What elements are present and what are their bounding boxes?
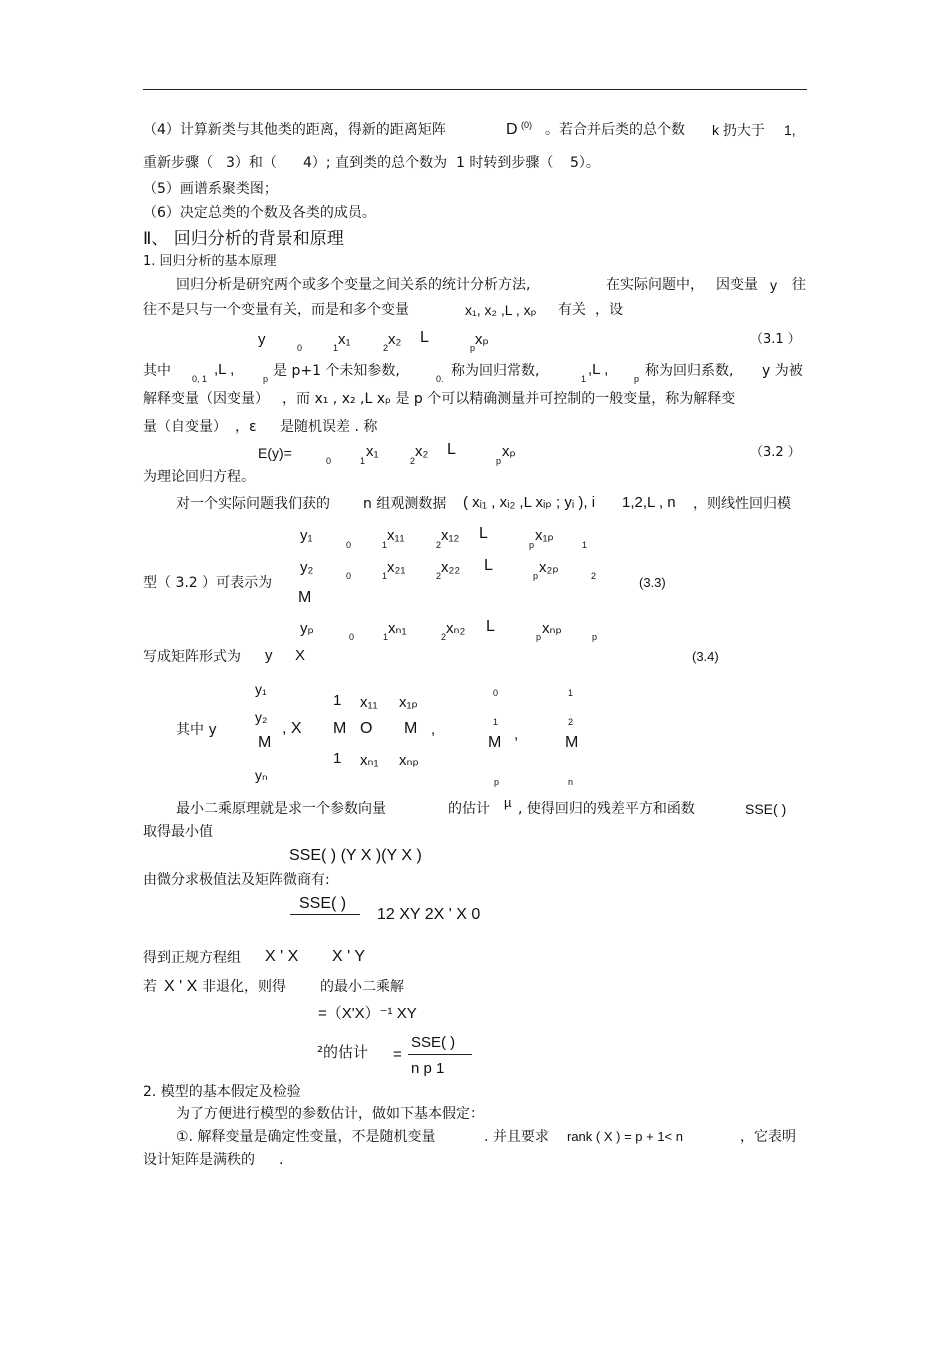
matX-comma: , bbox=[431, 721, 436, 738]
sigma-equals: = bbox=[393, 1046, 402, 1063]
eq32-L: L bbox=[447, 441, 456, 458]
matX-r2c1: M bbox=[333, 720, 347, 737]
matX-r1c1: 1 bbox=[333, 692, 342, 709]
obs-c: ( xᵢ₁ , xᵢ₂ ,L xᵢₚ ; yᵢ ), i bbox=[463, 494, 596, 511]
after31-h: 1 bbox=[581, 374, 587, 384]
redo-1: 1 时转到步骤（ bbox=[456, 155, 554, 171]
eq33-r3-y: yₚ bbox=[300, 620, 314, 637]
eq33-r3-s1: 1 bbox=[383, 632, 389, 642]
eq31-x1: x₁ bbox=[338, 331, 351, 348]
eq32-sp: p bbox=[496, 456, 502, 466]
redo-5: 5）。 bbox=[570, 155, 600, 171]
ls-c: , 使得回归的残差平方和函数 bbox=[518, 801, 695, 817]
obs-e: ，则线性回归模 bbox=[693, 496, 791, 512]
obs-b: n 组观测数据 bbox=[363, 496, 447, 512]
vec-beta-dots: M bbox=[488, 734, 502, 751]
nonsing-matrix: X ' X bbox=[164, 978, 198, 995]
intro2-vars: x₁, x₂ ,L , xₚ bbox=[465, 302, 537, 318]
after31-c: ,L , bbox=[214, 361, 235, 378]
nonsing-c: 的最小二乘解 bbox=[320, 979, 404, 995]
eq33-r2-xp: x₂ₚ bbox=[539, 559, 559, 576]
intro-a: 回归分析是研究两个或多个变量之间关系的统计分析方法, bbox=[176, 277, 531, 293]
ls-a: 最小二乘原理就是求一个参数向量 bbox=[176, 801, 386, 817]
step4-mid: 。若合并后类的总个数 bbox=[545, 122, 685, 138]
after31-d: p bbox=[263, 374, 269, 384]
matX-r2c2: O bbox=[360, 720, 373, 737]
after31-k: 称为回归系数, bbox=[645, 363, 734, 379]
vec-y-n: yₙ bbox=[255, 767, 268, 783]
after31-e: 是 p+1 个未知参数, bbox=[273, 363, 400, 379]
after31-line3-a: 量（自变量） bbox=[143, 419, 227, 435]
eq33-r1-s0: 0 bbox=[346, 540, 352, 550]
redo-4: 4）; 直到类的总个数为 bbox=[303, 155, 448, 171]
eq33-r1-L: L bbox=[479, 525, 488, 542]
eq33-r1-y: y₁ bbox=[300, 527, 313, 544]
eq33-r1-e: 1 bbox=[582, 540, 588, 550]
matrices-label: 其中 y bbox=[176, 722, 217, 738]
eq32-x2: x₂ bbox=[415, 443, 429, 460]
eq33-r1-xp: x₁ₚ bbox=[535, 527, 554, 544]
step4-k: k 扔大于 bbox=[712, 122, 765, 138]
eq32-x1: x₁ bbox=[366, 443, 379, 460]
intro-b: 在实际问题中， bbox=[606, 277, 704, 293]
vec-eps-dots: M bbox=[565, 734, 579, 751]
assump-heading: 2. 模型的基本假定及检验 bbox=[143, 1084, 301, 1100]
item1-rank: rank ( X ) = p + 1< n bbox=[567, 1129, 683, 1144]
assump-intro: 为了方便进行模型的参数估计，做如下基本假定： bbox=[176, 1106, 484, 1122]
eq33-r2-s0: 0 bbox=[346, 571, 352, 581]
matX-r3c1: 1 bbox=[333, 750, 342, 767]
after31-line2-a: 解释变量（因变量） bbox=[143, 391, 269, 407]
item1-d: ，它表明 bbox=[740, 1129, 796, 1145]
eq31-s0: 0 bbox=[297, 343, 303, 353]
eq31-sp: p bbox=[470, 343, 476, 353]
eq32-s2: 2 bbox=[410, 456, 416, 466]
eq34-y: y bbox=[265, 647, 273, 664]
sigma-denominator: n p 1 bbox=[411, 1060, 445, 1077]
eq33-vdots: M bbox=[298, 589, 312, 606]
step4-one: 1, bbox=[784, 122, 796, 138]
eq33-r3-s0: 0 bbox=[349, 632, 355, 642]
eq33-r3-sp: p bbox=[536, 632, 542, 642]
eq31-x2: x₂ bbox=[388, 331, 402, 348]
eq32-xp: xₚ bbox=[502, 443, 516, 460]
sigma-fraction-bar bbox=[408, 1054, 472, 1055]
after31-f: 0. bbox=[436, 374, 444, 384]
eq33-r2-L: L bbox=[484, 557, 493, 574]
vec-eps-2: 2 bbox=[568, 717, 574, 727]
eq33-label: 型（ 3.2 ）可表示为 bbox=[143, 575, 273, 591]
eq33-r3-e: p bbox=[592, 632, 598, 642]
vec-eps-1: 1 bbox=[568, 688, 574, 698]
eq32-s0: 0 bbox=[326, 456, 332, 466]
eq33-r3-x2: xₙ₂ bbox=[446, 620, 466, 637]
deriv-intro: 由微分求极值法及矩阵微商有: bbox=[143, 872, 330, 888]
matX-r3c2: xₙ₁ bbox=[360, 752, 379, 769]
intro-c: 因变量 bbox=[716, 277, 758, 293]
eq33-r2-sp: p bbox=[533, 571, 539, 581]
matrix-X-label: , X bbox=[282, 720, 302, 737]
ls-mu: µ bbox=[504, 795, 512, 810]
eq33-r1-x2: x₁₂ bbox=[441, 527, 460, 544]
vec-y-2: y₂ bbox=[255, 709, 268, 725]
redo-a: 重新步骤（ bbox=[143, 155, 213, 171]
eq33-r2-s2: 2 bbox=[436, 571, 442, 581]
eq32-lhs: E(y)= bbox=[258, 445, 292, 461]
after31-line3-b: ，ε bbox=[235, 419, 257, 435]
eq33-r2-x1: x₂₁ bbox=[387, 559, 406, 576]
intro2-b: 有关 bbox=[558, 302, 586, 318]
eq33-r1-s1: 1 bbox=[382, 540, 388, 550]
eq31-y: y bbox=[258, 331, 266, 348]
item1-b: . 并且要求 bbox=[484, 1129, 549, 1145]
eq31-s1: 1 bbox=[333, 343, 339, 353]
eq33-r3-L: L bbox=[486, 618, 495, 635]
ruo: 若 bbox=[143, 979, 157, 995]
distance-matrix-symbol: D bbox=[506, 121, 518, 138]
eq33-number: (3.3) bbox=[639, 575, 666, 590]
item1-f: . bbox=[279, 1152, 284, 1168]
normal-lhs: X ' X bbox=[265, 948, 299, 965]
ls-b: 的估计 bbox=[448, 801, 490, 817]
eq33-r3-xp: xₙₚ bbox=[542, 620, 562, 637]
sigma-estimate: ²的估计 bbox=[317, 1043, 369, 1061]
section-heading: Ⅱ、 回归分析的背景和原理 bbox=[143, 229, 344, 249]
eq34-X: X bbox=[295, 647, 306, 664]
intro-d: 往 bbox=[792, 277, 806, 293]
after31-line3-c: 是随机误差 . 称 bbox=[280, 419, 378, 435]
eq33-r2-s1: 1 bbox=[382, 571, 388, 581]
ls-e: 取得最小值 bbox=[143, 824, 213, 840]
ls-d: SSE( ) bbox=[745, 801, 787, 817]
vec-beta-comma: , bbox=[514, 726, 519, 743]
matX-r1c2: x₁₁ bbox=[360, 694, 378, 711]
redo-3: 3）和（ bbox=[226, 155, 277, 171]
eq32-s1: 1 bbox=[360, 456, 366, 466]
vec-eps-n: n bbox=[568, 777, 574, 787]
step5: （5）画谱系聚类图； bbox=[143, 181, 278, 197]
eq33-r2-e: 2 bbox=[591, 571, 597, 581]
sse-equation: SSE( ) (Y X )(Y X ) bbox=[289, 847, 422, 864]
eq33-r1-x1: x₁₁ bbox=[387, 527, 405, 544]
vec-beta-p: p bbox=[494, 777, 500, 787]
eq34-number: (3.4) bbox=[692, 649, 719, 664]
intro2-c: ，设 bbox=[595, 302, 623, 318]
eq31-xp: xₚ bbox=[475, 331, 489, 348]
item1-a: ①. 解释变量是确定性变量，不是随机变量 bbox=[176, 1129, 436, 1145]
after31-line2-b: ，而 x₁ , x₂ ,L xₚ 是 p 个可以精确测量并可控制的一般变量，称为解释变 bbox=[282, 391, 736, 407]
deriv-fraction-bar bbox=[290, 914, 360, 915]
eq31-L: L bbox=[420, 329, 429, 346]
eq34-label: 写成矩阵形式为 bbox=[143, 649, 241, 665]
step6: （6）决定总类的个数及各类的成员。 bbox=[143, 205, 376, 221]
eq32-caption: 为理论回归方程。 bbox=[143, 469, 255, 485]
vec-y-1: y₁ bbox=[255, 681, 267, 697]
subsection-heading: 1. 回归分析的基本原理 bbox=[143, 254, 277, 269]
after31-j: p bbox=[634, 374, 640, 384]
eq33-r2-y: y₂ bbox=[300, 559, 314, 576]
eq33-r1-sp: p bbox=[529, 540, 535, 550]
nonsing-b: 非退化，则得 bbox=[202, 979, 286, 995]
matX-r2c3: M bbox=[404, 720, 418, 737]
matX-r3c3: xₙₚ bbox=[399, 752, 419, 769]
obs-a: 对一个实际问题我们获的 bbox=[176, 496, 330, 512]
after31-g: 称为回归常数, bbox=[451, 363, 540, 379]
step4-text: （4）计算新类与其他类的距离，得新的距离矩阵 bbox=[143, 122, 446, 138]
matX-r1c3: x₁ₚ bbox=[399, 694, 418, 711]
normal-rhs: X ' Y bbox=[332, 948, 365, 965]
intro2-a: 往不是只与一个变量有关，而是和多个变量 bbox=[143, 302, 409, 318]
header-rule bbox=[143, 89, 807, 90]
vec-beta-0: 0 bbox=[493, 688, 499, 698]
eq31-number: （3.1 ） bbox=[750, 332, 801, 347]
eq33-r2-x2: x₂₂ bbox=[441, 559, 461, 576]
normal-a: 得到正规方程组 bbox=[143, 950, 241, 966]
eq31-s2: 2 bbox=[383, 343, 389, 353]
deriv-rhs: 12 XY 2X ' X 0 bbox=[377, 906, 481, 923]
deriv-numerator: SSE( ) bbox=[299, 895, 347, 912]
after31-b: 0, 1 bbox=[192, 374, 208, 384]
after31-l: y 为被 bbox=[762, 363, 803, 379]
after31-a: 其中 bbox=[143, 363, 171, 379]
ls-solution: =（X'X）⁻¹ XY bbox=[318, 1005, 417, 1022]
eq33-r3-s2: 2 bbox=[441, 632, 447, 642]
sigma-numerator: SSE( ) bbox=[411, 1034, 456, 1051]
eq32-number: （3.2 ） bbox=[750, 445, 801, 460]
vec-y-dots: M bbox=[258, 734, 272, 751]
item1-e: 设计矩阵是满秩的 bbox=[143, 1152, 255, 1168]
after31-i: ,L , bbox=[588, 361, 609, 378]
vec-beta-1: 1 bbox=[493, 717, 499, 727]
eq33-r1-s2: 2 bbox=[436, 540, 442, 550]
intro-y: y bbox=[770, 277, 777, 293]
distance-matrix-superscript: (0) bbox=[521, 120, 532, 130]
obs-d: 1,2,L , n bbox=[622, 494, 676, 511]
eq33-r3-x1: xₙ₁ bbox=[388, 620, 407, 637]
